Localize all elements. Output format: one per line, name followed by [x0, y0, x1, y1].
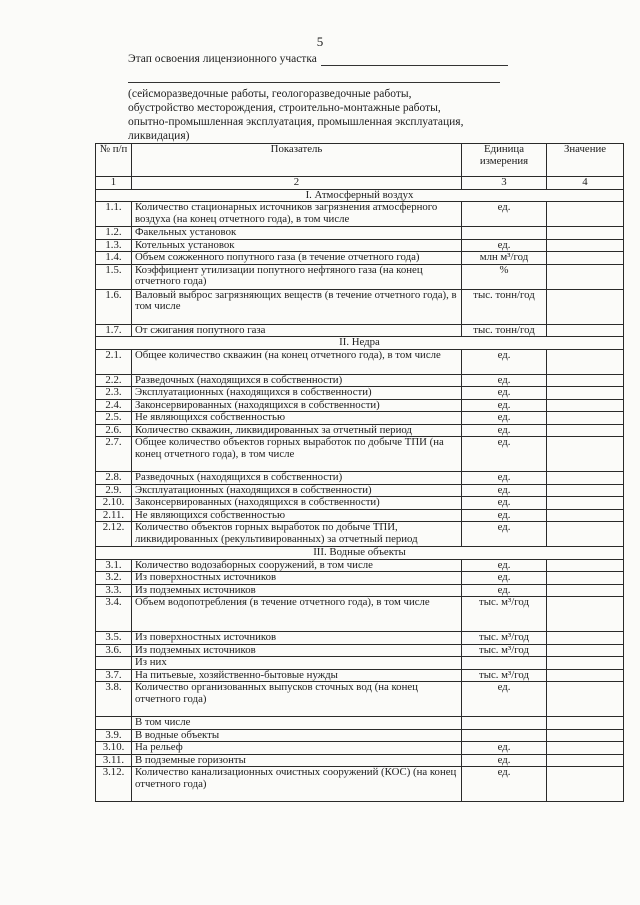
- row-number: 1.6.: [96, 289, 132, 324]
- row-value-cell[interactable]: [547, 729, 624, 742]
- row-unit: ед.: [462, 374, 547, 387]
- row-indicator: В том числе: [132, 717, 462, 730]
- row-value-cell[interactable]: [547, 202, 624, 227]
- table-row: [96, 669, 624, 682]
- row-indicator: Эксплуатационных (находящихся в собственности): [132, 387, 462, 400]
- row-value-cell[interactable]: [547, 264, 624, 289]
- row-value-cell[interactable]: [547, 572, 624, 585]
- row-indicator: На питьевые, хозяйственно-бытовые нужды: [132, 669, 462, 682]
- row-value-cell[interactable]: [547, 742, 624, 755]
- row-value-cell[interactable]: [547, 559, 624, 572]
- row-value-cell[interactable]: [547, 472, 624, 485]
- row-number: 2.4.: [96, 399, 132, 412]
- section-title: II. Недра: [96, 337, 624, 350]
- row-indicator: Количество канализационных очистных сооружений (КОС) (на конец отчетного года): [132, 767, 462, 802]
- row-indicator: Общее количество объектов горных выработок по добыче ТПИ (на конец отчетного года), в том числе: [132, 437, 462, 472]
- table-body: [96, 189, 624, 802]
- row-unit: ед.: [462, 412, 547, 425]
- row-indicator: В водные объекты: [132, 729, 462, 742]
- column-numbers-row: [96, 177, 624, 190]
- row-unit: тыс. м³/год: [462, 644, 547, 657]
- row-value-cell[interactable]: [547, 324, 624, 337]
- row-indicator: Общее количество скважин (на конец отчетного года), в том числе: [132, 349, 462, 374]
- row-unit: [462, 729, 547, 742]
- row-indicator: Объем сожженного попутного газа (в течение отчетного года): [132, 252, 462, 265]
- row-unit: ед.: [462, 509, 547, 522]
- header-value: Значение: [547, 144, 624, 177]
- row-value-cell[interactable]: [547, 399, 624, 412]
- row-unit: ед.: [462, 239, 547, 252]
- table-row: [96, 657, 624, 670]
- row-number: 1.5.: [96, 264, 132, 289]
- column-number: 4: [547, 177, 624, 190]
- stage-line: [128, 52, 508, 66]
- row-value-cell[interactable]: [547, 424, 624, 437]
- row-number: 1.7.: [96, 324, 132, 337]
- row-indicator: Количество стационарных источников загрязнения атмосферного воздуха (на конец отчетного года), в том числе: [132, 202, 462, 227]
- table-row: [96, 484, 624, 497]
- table-row: [96, 349, 624, 374]
- header-unit: Единица измерения: [462, 144, 547, 177]
- row-value-cell[interactable]: [547, 387, 624, 400]
- row-value-cell[interactable]: [547, 644, 624, 657]
- row-indicator: Из поверхностных источников: [132, 632, 462, 645]
- row-number: 2.1.: [96, 349, 132, 374]
- row-indicator: Котельных установок: [132, 239, 462, 252]
- row-unit: [462, 657, 547, 670]
- row-unit: ед.: [462, 754, 547, 767]
- row-unit: ед.: [462, 437, 547, 472]
- row-unit: ед.: [462, 572, 547, 585]
- row-number: 2.10.: [96, 497, 132, 510]
- row-indicator: Из подземных источников: [132, 644, 462, 657]
- row-value-cell[interactable]: [547, 349, 624, 374]
- row-unit: ед.: [462, 767, 547, 802]
- row-number: 2.11.: [96, 509, 132, 522]
- row-indicator: Объем водопотребления (в течение отчетного года), в том числе: [132, 597, 462, 632]
- row-unit: ед.: [462, 424, 547, 437]
- table-row: [96, 374, 624, 387]
- table-row: [96, 424, 624, 437]
- header-indicator: Показатель: [132, 144, 462, 177]
- row-unit: тыс. тонн/год: [462, 289, 547, 324]
- row-value-cell[interactable]: [547, 437, 624, 472]
- section-title: III. Водные объекты: [96, 547, 624, 560]
- table-row: [96, 239, 624, 252]
- row-number: 1.1.: [96, 202, 132, 227]
- section-row: [96, 189, 624, 202]
- stage-label: Этап освоения лицензионного участка: [128, 53, 317, 65]
- row-number: 3.9.: [96, 729, 132, 742]
- row-number: 2.2.: [96, 374, 132, 387]
- table-row: [96, 597, 624, 632]
- table-row: [96, 472, 624, 485]
- header-num: № п/п: [96, 144, 132, 177]
- table-row: [96, 742, 624, 755]
- stage-note-line: ликвидация): [128, 130, 190, 142]
- table-row: [96, 729, 624, 742]
- row-value-cell[interactable]: [547, 239, 624, 252]
- row-unit: ед.: [462, 349, 547, 374]
- row-unit: ед.: [462, 497, 547, 510]
- row-number: 3.7.: [96, 669, 132, 682]
- table-row: [96, 437, 624, 472]
- row-indicator: Законсервированных (находящихся в собственности): [132, 497, 462, 510]
- row-indicator: Из подземных источников: [132, 584, 462, 597]
- header-row: [96, 144, 624, 177]
- row-number: 3.10.: [96, 742, 132, 755]
- column-number: 3: [462, 177, 547, 190]
- table-row: [96, 644, 624, 657]
- row-value-cell[interactable]: [547, 632, 624, 645]
- row-indicator: В подземные горизонты: [132, 754, 462, 767]
- table-row: [96, 324, 624, 337]
- row-number: 3.8.: [96, 682, 132, 717]
- row-value-cell[interactable]: [547, 227, 624, 240]
- row-indicator: Законсервированных (находящихся в собственности): [132, 399, 462, 412]
- row-value-cell[interactable]: [547, 584, 624, 597]
- table-row: [96, 202, 624, 227]
- section-row: [96, 337, 624, 350]
- column-number: 1: [96, 177, 132, 190]
- row-value-cell[interactable]: [547, 412, 624, 425]
- row-unit: тыс. м³/год: [462, 669, 547, 682]
- row-number: 3.2.: [96, 572, 132, 585]
- row-unit: ед.: [462, 742, 547, 755]
- row-value-cell[interactable]: [547, 509, 624, 522]
- row-indicator: Валовый выброс загрязняющих веществ (в течение отчетного года), в том числе: [132, 289, 462, 324]
- table-row: [96, 559, 624, 572]
- table-row: [96, 717, 624, 730]
- row-value-cell[interactable]: [547, 657, 624, 670]
- stage-note-line: (сейсморазведочные работы, геологоразведочные работы,: [128, 88, 412, 100]
- row-value-cell[interactable]: [547, 597, 624, 632]
- row-indicator: Разведочных (находящихся в собственности): [132, 472, 462, 485]
- row-number: 3.6.: [96, 644, 132, 657]
- row-value-cell[interactable]: [547, 374, 624, 387]
- table-row: [96, 227, 624, 240]
- row-indicator: Количество скважин, ликвидированных за отчетный период: [132, 424, 462, 437]
- row-number: 2.5.: [96, 412, 132, 425]
- table-row: [96, 289, 624, 324]
- table-row: [96, 572, 624, 585]
- table-row: [96, 509, 624, 522]
- stage-note: [128, 87, 508, 143]
- row-unit: тыс. тонн/год: [462, 324, 547, 337]
- table-row: [96, 497, 624, 510]
- row-unit: ед.: [462, 484, 547, 497]
- row-unit: ед.: [462, 559, 547, 572]
- row-unit: [462, 717, 547, 730]
- row-unit: ед.: [462, 387, 547, 400]
- row-value-cell[interactable]: [547, 717, 624, 730]
- table-row: [96, 632, 624, 645]
- row-number: 3.11.: [96, 754, 132, 767]
- page-number: 5: [316, 34, 324, 49]
- row-number: 2.9.: [96, 484, 132, 497]
- stage-note-line: опытно-промышленная эксплуатация, промышленная эксплуатация,: [128, 116, 464, 128]
- table-row: [96, 412, 624, 425]
- row-value-cell[interactable]: [547, 669, 624, 682]
- table-row: [96, 767, 624, 802]
- row-number: 3.1.: [96, 559, 132, 572]
- row-unit: тыс. м³/год: [462, 597, 547, 632]
- row-unit: ед.: [462, 584, 547, 597]
- row-indicator: На рельеф: [132, 742, 462, 755]
- table-row: [96, 252, 624, 265]
- row-unit: ед.: [462, 522, 547, 547]
- row-indicator: Эксплуатационных (находящихся в собственности): [132, 484, 462, 497]
- row-indicator: Не являющихся собственностью: [132, 509, 462, 522]
- stage-note-line: обустройство месторождения, строительно-монтажные работы,: [128, 102, 441, 114]
- row-indicator: Количество водозаборных сооружений, в том числе: [132, 559, 462, 572]
- row-number: 1.3.: [96, 239, 132, 252]
- row-indicator: Из поверхностных источников: [132, 572, 462, 585]
- table-row: [96, 754, 624, 767]
- row-number: 3.3.: [96, 584, 132, 597]
- row-indicator: Не являющихся собственностью: [132, 412, 462, 425]
- row-unit: ед.: [462, 399, 547, 412]
- row-unit: млн м³/год: [462, 252, 547, 265]
- row-indicator: Из них: [132, 657, 462, 670]
- stage-block: [128, 52, 508, 143]
- row-indicator: Количество объектов горных выработок по добыче ТПИ, ликвидированных (рекультивированных) за отчетный период: [132, 522, 462, 547]
- row-value-cell[interactable]: [547, 289, 624, 324]
- row-value-cell[interactable]: [547, 484, 624, 497]
- row-value-cell[interactable]: [547, 522, 624, 547]
- row-unit: тыс. м³/год: [462, 632, 547, 645]
- row-value-cell[interactable]: [547, 497, 624, 510]
- row-number: 1.4.: [96, 252, 132, 265]
- row-value-cell[interactable]: [547, 252, 624, 265]
- row-number: 2.6.: [96, 424, 132, 437]
- row-indicator: Факельных установок: [132, 227, 462, 240]
- row-number: 3.12.: [96, 767, 132, 802]
- row-unit: [462, 227, 547, 240]
- row-number: 3.5.: [96, 632, 132, 645]
- column-number: 2: [132, 177, 462, 190]
- row-indicator: От сжигания попутного газа: [132, 324, 462, 337]
- row-unit: ед.: [462, 682, 547, 717]
- row-number: 2.7.: [96, 437, 132, 472]
- row-unit: ед.: [462, 202, 547, 227]
- table-row: [96, 264, 624, 289]
- table-row: [96, 682, 624, 717]
- row-number: 3.4.: [96, 597, 132, 632]
- row-number: 2.8.: [96, 472, 132, 485]
- table-row: [96, 584, 624, 597]
- indicators-table: [95, 143, 624, 802]
- row-number: 2.12.: [96, 522, 132, 547]
- row-value-cell[interactable]: [547, 767, 624, 802]
- row-unit: %: [462, 264, 547, 289]
- row-indicator: Количество организованных выпусков сточных вод (на конец отчетного года): [132, 682, 462, 717]
- row-number: [96, 717, 132, 730]
- section-title: I. Атмосферный воздух: [96, 189, 624, 202]
- row-number: 2.3.: [96, 387, 132, 400]
- table-row: [96, 399, 624, 412]
- table-row: [96, 387, 624, 400]
- row-indicator: Коэффициент утилизации попутного нефтяного газа (на конец отчетного года): [132, 264, 462, 289]
- row-indicator: Разведочных (находящихся в собственности): [132, 374, 462, 387]
- section-row: [96, 547, 624, 560]
- row-number: 1.2.: [96, 227, 132, 240]
- row-number: [96, 657, 132, 670]
- row-value-cell[interactable]: [547, 682, 624, 717]
- row-unit: ед.: [462, 472, 547, 485]
- stage-input-line[interactable]: [321, 53, 508, 66]
- stage-input-line-2[interactable]: [128, 68, 500, 83]
- row-value-cell[interactable]: [547, 754, 624, 767]
- table-row: [96, 522, 624, 547]
